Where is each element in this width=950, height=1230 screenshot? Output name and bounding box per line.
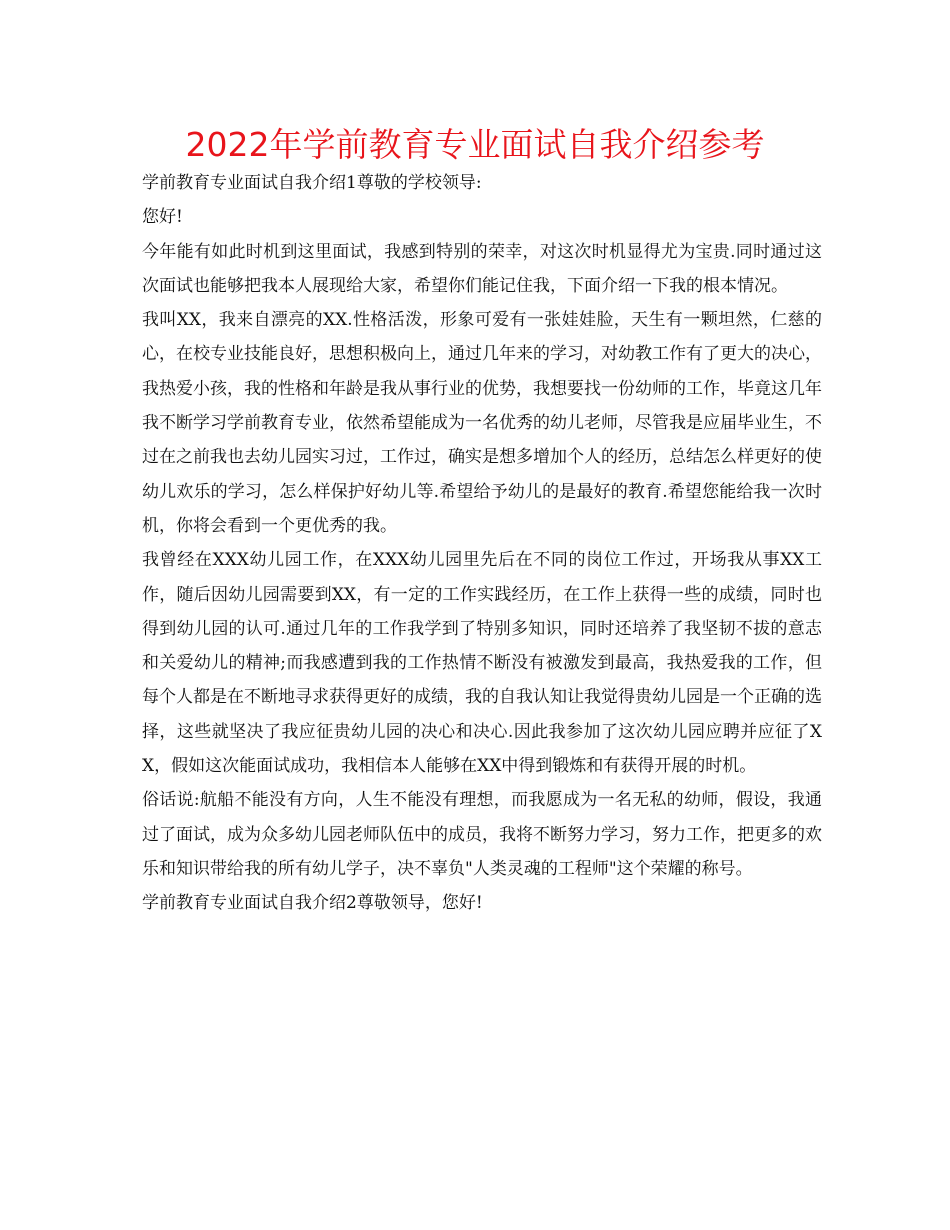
paragraph: 我叫XX，我来自漂亮的XX.性格活泼，形象可爱有一张娃娃脸，天生有一颗坦然，仁慈的心，在校专业技能良好，思想积极向上，通过几年来的学习，对幼教工作有了更大的决心，我热爱小孩，我的性格和年龄是我从事行业的优势，我想要找一份幼师的工作，毕竟这几年我不断学习学前教育专业，依然希望能成为一名优秀的幼儿老师，尽管我是应届毕业生，不过在之前我也去幼儿园实习过，工作过，确实是想多增加个人的经历，总结怎么样更好的使幼儿欢乐的学习，怎么样保护好幼儿等.希望给予幼儿的是最好的教育.希望您能给我一次时机，你将会看到一个更优秀的我。: [142, 310, 822, 536]
document-body: [142, 166, 822, 921]
paragraph: 我曾经在XXX幼儿园工作，在XXX幼儿园里先后在不同的岗位工作过，开场我从事XX工作，随后因幼儿园需要到XX，有一定的工作实践经历，在工作上获得一些的成绩，同时也得到幼儿园的认可.通过几年的工作我学到了特别多知识，同时还培养了我坚韧不拔的意志和关爱幼儿的精神;而我感遭到我的工作热情不断没有被激发到最高，我热爱我的工作，但每个人都是在不断地寻求获得更好的成绩，我的自我认知让我觉得贵幼儿园是一个正确的选择，这些就坚决了我应征贵幼儿园的决心和决心.因此我参加了这次幼儿园应聘并应征了XX，假如这次能面试成功，我相信本人能够在XX中得到锻炼和有获得开展的时机。: [142, 550, 822, 777]
paragraph: 学前教育专业面试自我介绍2尊敬领导，您好!: [142, 893, 483, 914]
paragraph: 学前教育专业面试自我介绍1尊敬的学校领导:: [142, 173, 482, 193]
paragraph: 今年能有如此时机到这里面试，我感到特别的荣幸，对这次时机显得尤为宝贵.同时通过这次面试也能够把我本人展现给大家，希望你们能记住我，下面介绍一下我的根本情况。: [142, 241, 822, 296]
paragraph: 俗话说:航船不能没有方向，人生不能没有理想，而我愿成为一名无私的幼师，假设，我通过了面试，成为众多幼儿园老师队伍中的成员，我将不断努力学习，努力工作，把更多的欢乐和知识带给我的所有幼儿学子，决不辜负"人类灵魂的工程师"这个荣耀的称号。: [142, 790, 822, 879]
paragraph: 您好!: [142, 207, 183, 228]
page-title: 2022年学前教育专业面试自我介绍参考: [185, 125, 765, 164]
